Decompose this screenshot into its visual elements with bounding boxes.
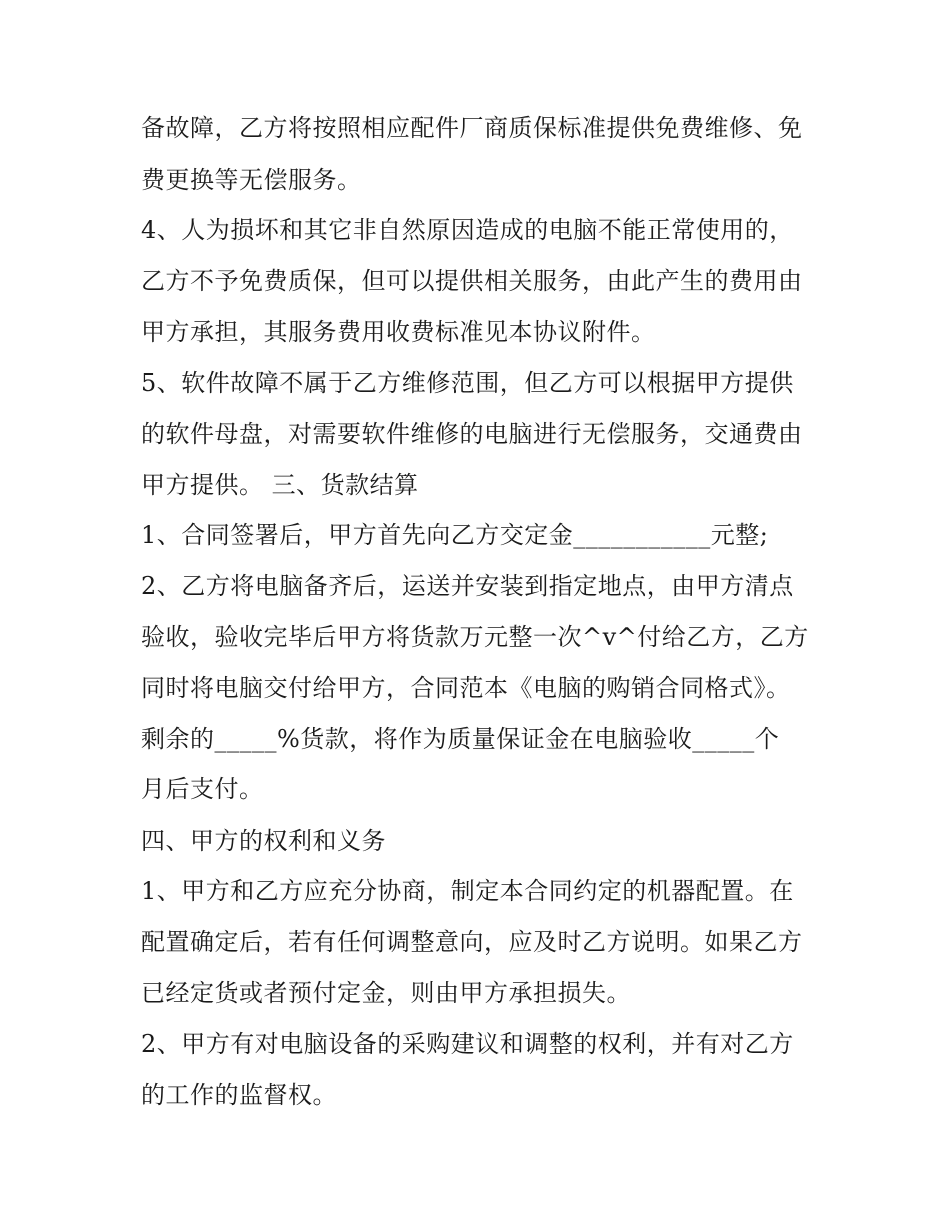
text-line: 已经定货或者预付定金，则由甲方承担损失。 (141, 979, 631, 1007)
text-line: 甲方提供。 三、货款结算 (141, 471, 419, 499)
text-line: 的工作的监督权。 (141, 1081, 337, 1109)
text-line: 1、合同签署后，甲方首先向乙方交定金___________元整; (141, 521, 769, 549)
text-line: 备故障，乙方将按照相应配件厂商质保标准提供免费维修、免 (141, 114, 803, 142)
text-line: 甲方承担，其服务费用收费标准见本协议附件。 (141, 318, 656, 346)
text-line: 费更换等无偿服务。 (141, 166, 362, 194)
text-line: 1、甲方和乙方应充分协商，制定本合同约定的机器配置。在 (141, 877, 794, 905)
text-line: 同时将电脑交付给甲方，合同范本《电脑的购销合同格式》。 (141, 674, 791, 702)
text-line: 的软件母盘，对需要软件维修的电脑进行无偿服务，交通费由 (141, 420, 803, 448)
text-line: 2、乙方将电脑备齐后，运送并安装到指定地点，由甲方清点 (141, 572, 794, 600)
text-line: 乙方不予免费质保，但可以提供相关服务，由此产生的费用由 (141, 267, 803, 295)
text-line: 剩余的_____%货款，将作为质量保证金在电脑验收_____个 (141, 725, 780, 753)
text-line: 5、软件故障不属于乙方维修范围，但乙方可以根据甲方提供 (141, 369, 794, 397)
text-line: 验收，验收完毕后甲方将货款万元整一次^v^付给乙方，乙方 (141, 623, 809, 651)
text-line: 2、甲方有对电脑设备的采购建议和调整的权利，并有对乙方 (141, 1030, 794, 1058)
text-line: 4、人为损坏和其它非自然原因造成的电脑不能正常使用的， (141, 216, 794, 244)
text-line: 月后支付。 (141, 775, 264, 803)
section-heading: 四、甲方的权利和义务 (141, 827, 386, 855)
text-line: 配置确定后，若有任何调整意向，应及时乙方说明。如果乙方 (141, 928, 803, 956)
